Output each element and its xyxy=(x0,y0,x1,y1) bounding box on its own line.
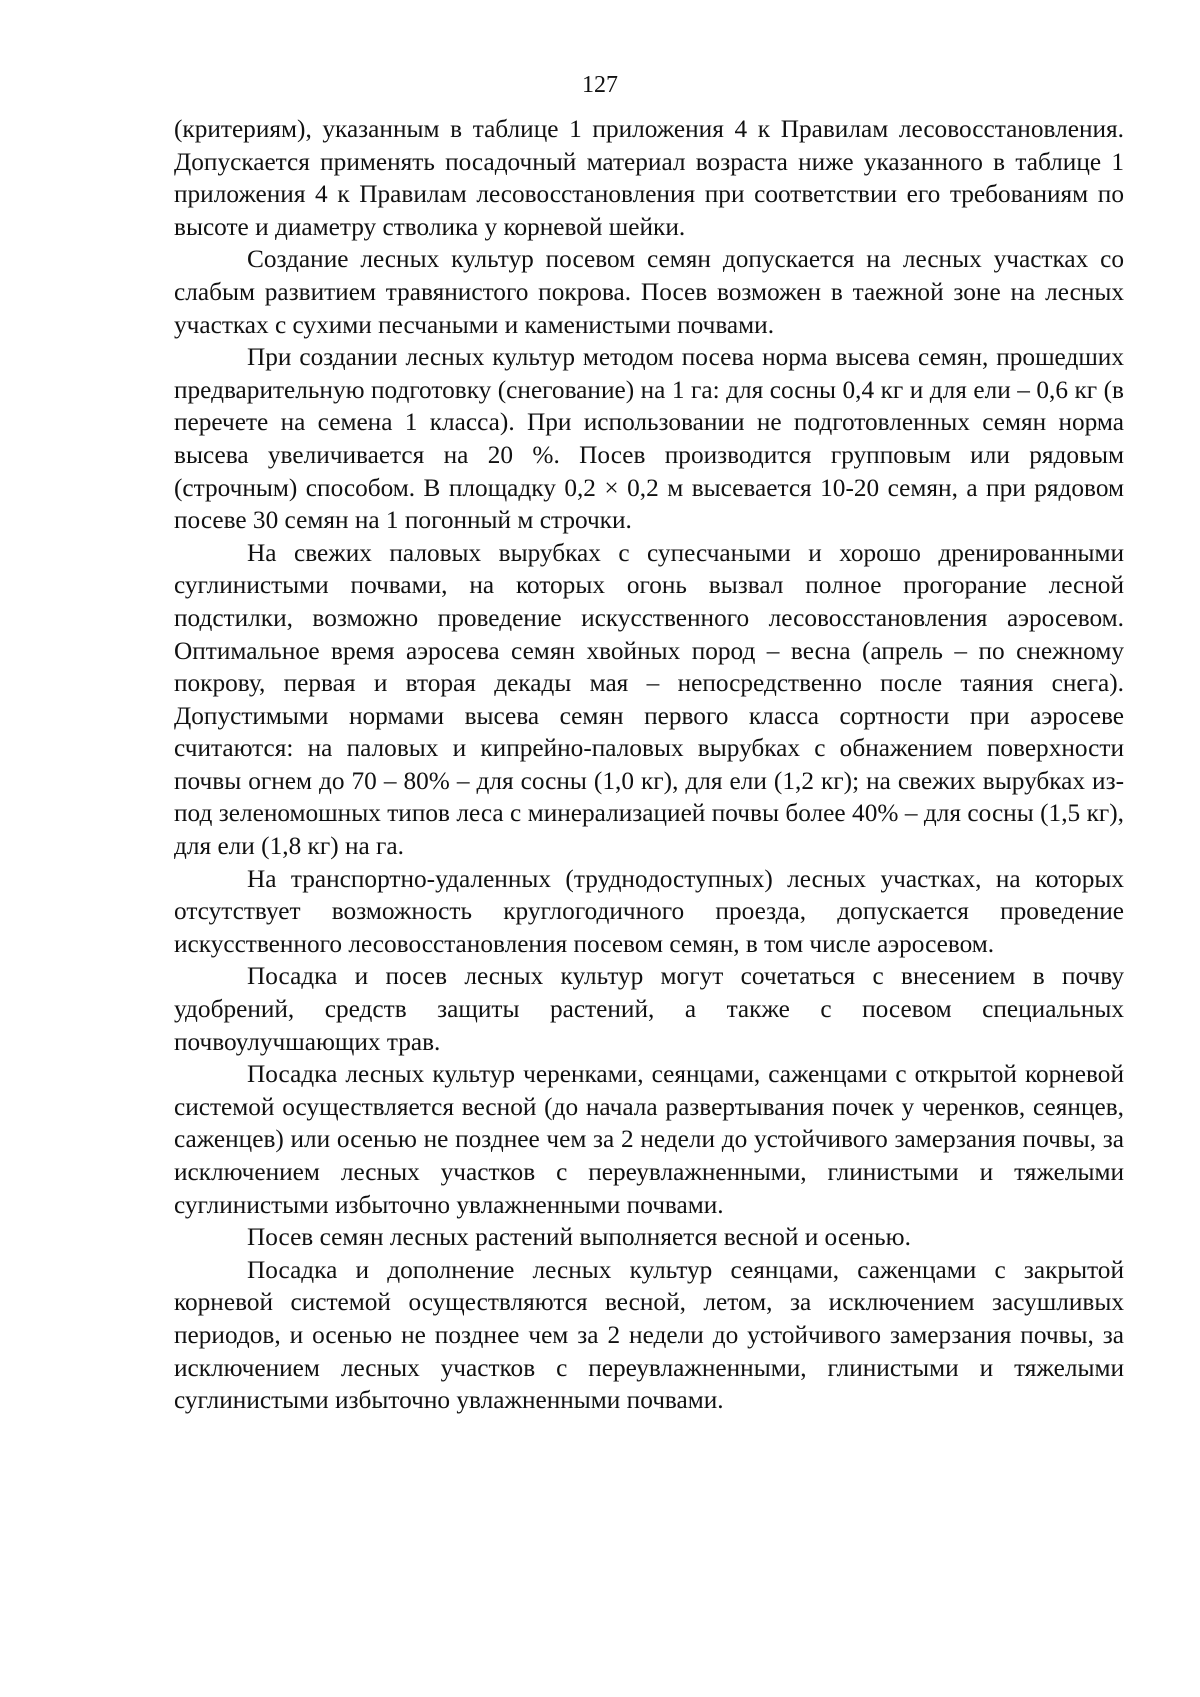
paragraph-4: На свежих паловых вырубках с супесчаными и хорошо дренированными суглинистыми почвами, на которых огонь вызвал полное прогорание лесной подстилки, возможно проведение искусственного лесовосстановления аэросевом. Оптимальное время аэросева семян хвойных пород – весна (апрель – по снежному покрову, первая и вторая декады мая – непосредственно после таяния снега). Допустимыми нормами высева семян первого класса сортности при аэросеве считаются: на паловых и кипрейно-паловых вырубках с обнажением поверхности почвы огнем до 70 – 80% – для сосны (1,0 кг), для ели (1,2 кг); на свежих вырубках из-под зеленомошных типов леса с минерализацией почвы более 40% – для сосны (1,5 кг), для ели (1,8 кг) на га. xyxy=(174,538,1124,861)
page-number: 127 xyxy=(582,72,618,98)
paragraph-8: Посев семян лесных растений выполняется весной и осенью. xyxy=(247,1223,911,1252)
paragraph-3: При создании лесных культур методом посева норма высева семян, прошедших предварительную подготовку (снегование) на 1 га: для сосны 0,4 кг и для ели – 0,6 кг (в перечете на семена 1 класса). При использовании не подготовленных семян норма высева увеличивается на 20 %. Посев производится групповым или рядовым (строчным) способом. В площадку 0,2 × 0,2 м высевается 10-20 семян, а при рядовом посеве 30 семян на 1 погонный м строчки. xyxy=(174,343,1124,535)
paragraph-7: Посадка лесных культур черенками, сеянцами, саженцами с открытой корневой системой осуществляется весной (до начала развертывания почек у черенков, сеянцев, саженцев) или осенью не позднее чем за 2 недели до устойчивого замерзания почвы, за исключением лесных участков с переувлажненными, глинистыми и тяжелыми суглинистыми избыточно увлажненными почвами. xyxy=(174,1060,1124,1219)
document-body xyxy=(174,113,1124,1417)
paragraph-2: Создание лесных культур посевом семян допускается на лесных участках со слабым развитием травянистого покрова. Посев возможен в таежной зоне на лесных участках с сухими песчаными и каменистыми почвами. xyxy=(174,245,1124,339)
paragraph-6: Посадка и посев лесных культур могут сочетаться с внесением в почву удобрений, средств защиты растений, а также с посевом специальных почвоулучшающих трав. xyxy=(174,962,1124,1056)
paragraph-1: (критериям), указанным в таблице 1 приложения 4 к Правилам лесовосстановления. Допускается применять посадочный материал возраста ниже указанного в таблице 1 приложения 4 к Правилам лесовосстановления при соответствии его требованиям по высоте и диаметру стволика у корневой шейки. xyxy=(174,115,1124,241)
paragraph-9: Посадка и дополнение лесных культур сеянцами, саженцами с закрытой корневой системой осуществляются весной, летом, за исключением засушливых периодов, и осенью не позднее чем за 2 недели до устойчивого замерзания почвы, за исключением лесных участков с переувлажненными, глинистыми и тяжелыми суглинистыми избыточно увлажненными почвами. xyxy=(174,1255,1124,1415)
paragraph-5: На транспортно-удаленных (труднодоступных) лесных участках, на которых отсутствует возможность круглогодичного проезда, допускается проведение искусственного лесовосстановления посевом семян, в том числе аэросевом. xyxy=(174,864,1124,958)
